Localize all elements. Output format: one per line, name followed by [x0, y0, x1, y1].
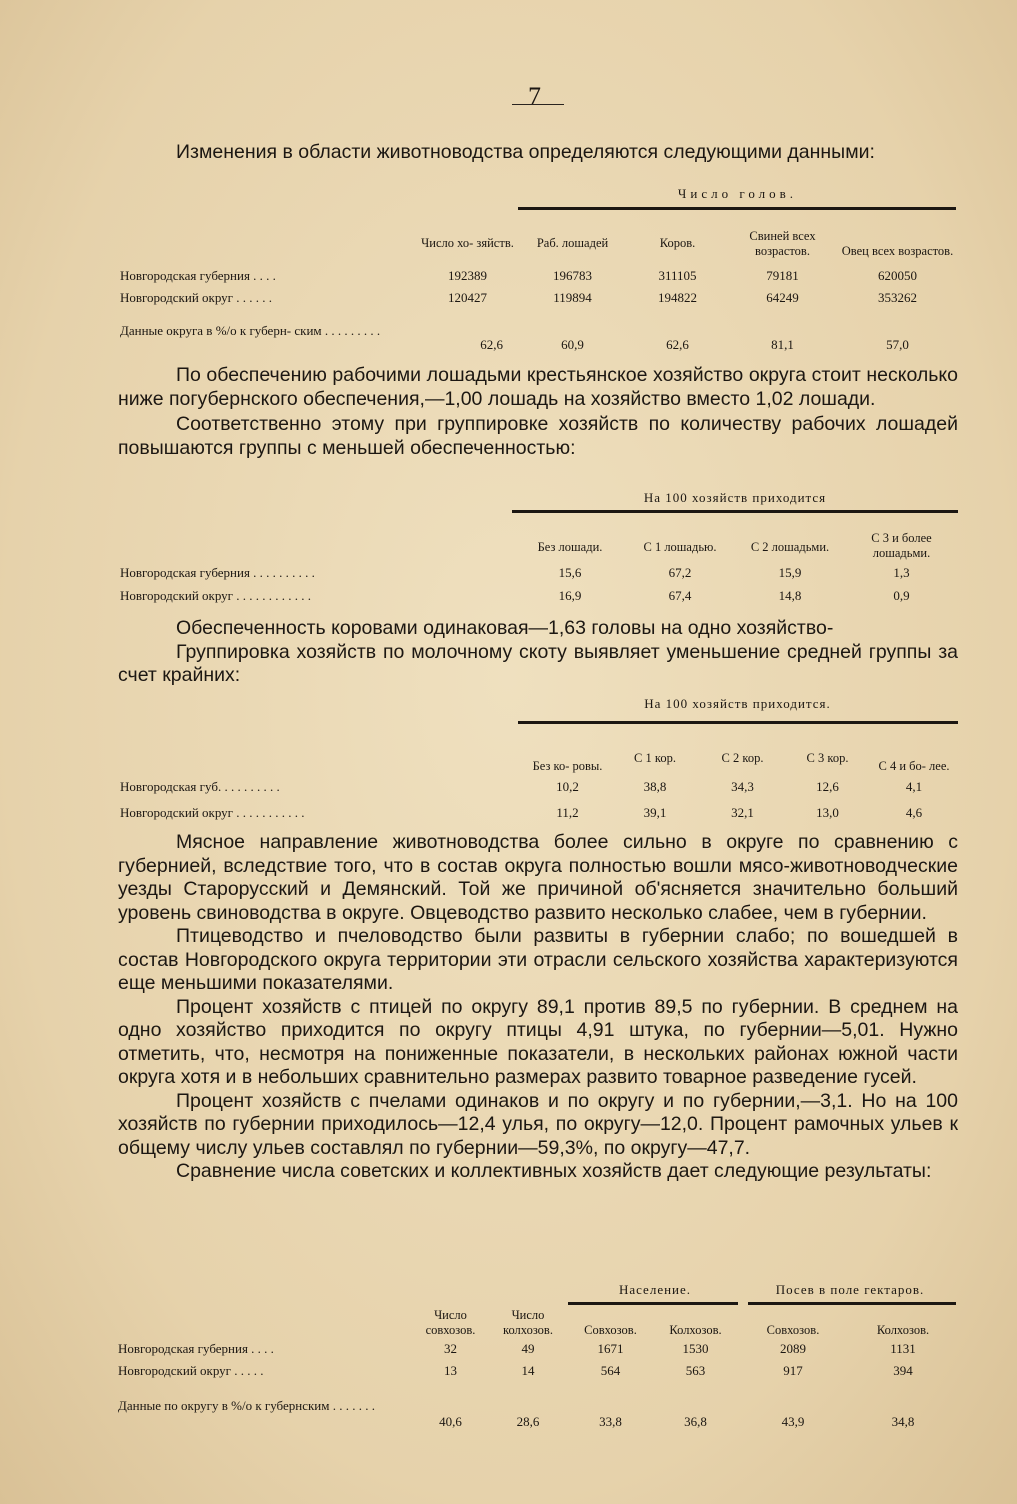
paragraph-text: По обеспечению рабочими лошадьми крестьянское хозяйство округа стоит несколько ниже погубернского обеспечения,—1,00 лошадь на хозяйство вместо 1,02 лошади.: [118, 364, 958, 410]
row-label: Новгородская губерния . . . . . . . . . .: [120, 565, 315, 580]
table4: [118, 1290, 958, 1430]
table-cell: 40,6: [439, 1414, 462, 1429]
table-cell: 34,3: [731, 779, 754, 794]
table-cell: 311105: [658, 268, 697, 283]
table1-col-cows: Коров.: [659, 236, 696, 250]
table-cell: 11,2: [556, 805, 579, 820]
table-cell: 394: [893, 1363, 913, 1378]
table-cell: 62,6: [480, 337, 503, 352]
table-cell: 32: [444, 1341, 457, 1356]
table-cell: 49: [521, 1341, 535, 1356]
table-cell: 14: [521, 1363, 535, 1378]
table-cell: 119894: [553, 290, 592, 305]
paragraph-text: Птицеводство и пчеловодство были развиты в губернии слабо; по вошедшей в состав Новгородского округа территории эти отрасли сельского хозяйства характеризуются еще меньшими показателями.: [118, 925, 958, 994]
table-row: [120, 287, 955, 309]
table2-col-three-horses: С 3 и более лошадьми.: [871, 531, 932, 560]
table-cell: 4,6: [905, 805, 923, 820]
table-row: [120, 585, 958, 607]
table4-col-sown-kolkhoz: Колхозов.: [876, 1323, 930, 1337]
table-cell: 14,8: [778, 588, 802, 603]
table1-col-households: Число хо- зяйств.: [421, 236, 514, 250]
table-cell: 192389: [448, 268, 487, 283]
table-row: [118, 1338, 958, 1360]
table-cell: 564: [600, 1363, 621, 1378]
table-cell: 57,0: [886, 337, 909, 352]
intro-paragraph: [118, 141, 958, 165]
table-cell: 81,1: [771, 337, 794, 352]
table-cell: 120427: [448, 290, 487, 305]
table-cell: 32,1: [731, 805, 754, 820]
table-cell: 36,8: [684, 1414, 707, 1429]
table-cell: 62,6: [666, 337, 689, 352]
table1-group-header: Число голов.: [677, 186, 798, 201]
intro-text: Изменения в области животноводства определяются следующими данными:: [176, 141, 875, 163]
table-row: [118, 1382, 958, 1430]
table-cell: 12,6: [816, 779, 839, 794]
table-cell: 13: [444, 1363, 457, 1378]
paragraph-text: Мясное направление животноводства более сильно в округе по сравнению с губернией, вследствие того, что в состав округа полностью вошли мясо-животноводческие уезды Старорусский и Демянский. Той же причиной об'ясняется значительно больший уровень свиноводства в округе. Овцеводство развито несколько слабее, чем в губернии.: [118, 831, 958, 924]
table1-col-pigs: Свиней всех возрастов.: [749, 229, 816, 258]
table-cell: 2089: [780, 1341, 806, 1356]
table-cell: 0,9: [893, 588, 910, 603]
table-cell: 64249: [766, 290, 799, 305]
table-cell: 67,4: [668, 588, 692, 603]
page-number-underline: [512, 104, 564, 105]
table-cell: 196783: [553, 268, 592, 283]
table-row: [120, 561, 958, 585]
table-row: [120, 800, 958, 826]
row-label: Новгородская губ. . . . . . . . . .: [120, 779, 280, 794]
table3-col-four-cows: С 4 и бо- лее.: [878, 759, 950, 773]
table-cell: 39,1: [643, 805, 667, 820]
paragraph-text: Процент хозяйств с птицей по округу 89,1 против 89,5 по губернии. В среднем на одно хозяйство приходится по округу птицы 4,91 штука, по губернии—5,01. Нужно отметить, что, несмотря на пониженные показатели, в нескольких районах южной части округа хотя и в небольших сравнительно размерах развито товарное разведение гусей.: [118, 995, 958, 1088]
table3-col-three-cows: С 3 кор.: [806, 751, 849, 765]
table-cell: 15,6: [558, 565, 582, 580]
paragraph-text: Сравнение числа советских и коллективных хозяйств дает следующие результаты:: [176, 1160, 932, 1182]
table-cell: 38,8: [643, 779, 667, 794]
table3-rule: [518, 721, 958, 724]
paragraph-cows: [118, 617, 958, 688]
table4-col-sovkhoz-count: Число совхозов.: [425, 1308, 476, 1337]
table-cell: 194822: [658, 290, 697, 305]
table2: [120, 515, 958, 607]
table-row: [120, 265, 955, 287]
table-cell: 353262: [878, 290, 917, 305]
table-cell: 917: [783, 1363, 803, 1378]
table2-col-no-horse: Без лошади.: [537, 540, 603, 554]
row-label: Новгородский округ . . . . .: [118, 1363, 264, 1378]
table-cell: 79181: [766, 268, 799, 283]
table2-col-two-horses: С 2 лошадьми.: [750, 540, 830, 554]
table4-col-pop-kolkhoz: Колхозов.: [669, 1323, 722, 1337]
paragraph-text: Группировка хозяйств по молочному скоту выявляет уменьшение средней группы за счет крайних:: [118, 640, 958, 686]
table-cell: 10,2: [556, 779, 579, 794]
table-cell: 16,9: [558, 588, 582, 603]
table-cell: 4,1: [905, 779, 923, 794]
table-cell: 33,8: [599, 1414, 622, 1429]
row-label: Новгородский округ . . . . . . . . . . .: [120, 805, 305, 820]
row-label: Новгородская губерния . . . .: [118, 1341, 274, 1356]
table-cell: 60,9: [561, 337, 584, 352]
table-cell: 28,6: [516, 1414, 540, 1429]
row-label: Новгородская губерния . . . .: [120, 268, 276, 283]
table3: [120, 726, 958, 826]
row-label: Данные округа в %/о к губерн- ским . . . . . . . . .: [120, 323, 381, 338]
row-label: Данные по округу в %/о к губернским . . . . . . .: [118, 1398, 375, 1413]
table-cell: 563: [685, 1363, 706, 1378]
row-label: Новгородский округ . . . . . . . . . . . .: [120, 588, 312, 603]
table-cell: 620050: [878, 268, 917, 283]
table1-col-horses: Раб. лошадей: [536, 236, 609, 250]
paragraph-text: Соответственно этому при группировке хозяйств по количеству рабочих лошадей повышаются группы с меньшей обеспеченностью:: [118, 413, 958, 459]
table3-col-one-cow: С 1 кор.: [634, 751, 676, 765]
table1: [120, 205, 955, 353]
table-row: [120, 774, 958, 800]
table3-group-header: На 100 хозяйств приходится.: [644, 696, 831, 711]
table-cell: 1530: [682, 1341, 709, 1356]
row-label: Новгородский округ . . . . . .: [120, 290, 273, 305]
paragraph-livestock: [118, 831, 958, 1184]
paragraph-text: Процент хозяйств с пчелами одинаков и по округу и по губернии,—3,1. Но на 100 хозяйств по губернии приходилось—12,4 улья, по округу—12,0. Процент рамочных ульев к общему числу ульев составлял по губернии—59,3%, по округу—47,7.: [118, 1089, 958, 1159]
table-cell: 1,3: [893, 565, 910, 580]
table4-col-pop-sovkhoz: Совхозов.: [584, 1323, 637, 1337]
table3-col-two-cows: С 2 кор.: [721, 751, 764, 765]
table-cell: 43,9: [781, 1414, 805, 1429]
table4-group-sown: Посев в поле гектаров.: [775, 1282, 925, 1297]
table1-col-sheep: Овец всех возрастов.: [841, 244, 954, 258]
table-cell: 67,2: [668, 565, 692, 580]
table-cell: 13,0: [816, 805, 839, 820]
table4-col-sown-sovkhoz: Совхозов.: [766, 1323, 820, 1337]
table2-col-one-horse: С 1 лошадью.: [643, 540, 717, 554]
table2-group-header: На 100 хозяйств приходится: [643, 490, 827, 505]
table-row: [118, 1360, 958, 1382]
table2-rule: [512, 510, 958, 513]
paragraph-text: Обеспеченность коровами одинаковая—1,63 головы на одно хозяйство-: [176, 617, 834, 639]
page-number: 7: [528, 82, 541, 111]
table-cell: 1671: [597, 1341, 624, 1356]
table-cell: 1131: [890, 1341, 916, 1356]
table4-col-kolkhoz-count: Число колхозов.: [503, 1308, 553, 1337]
table-cell: 34,8: [891, 1414, 915, 1429]
table-row: [120, 309, 955, 353]
paragraph-horses: [118, 364, 958, 460]
table4-group-population: Население.: [618, 1282, 692, 1297]
table3-col-no-cow: Без ко- ровы.: [532, 759, 603, 773]
table-cell: 15,9: [778, 565, 802, 580]
